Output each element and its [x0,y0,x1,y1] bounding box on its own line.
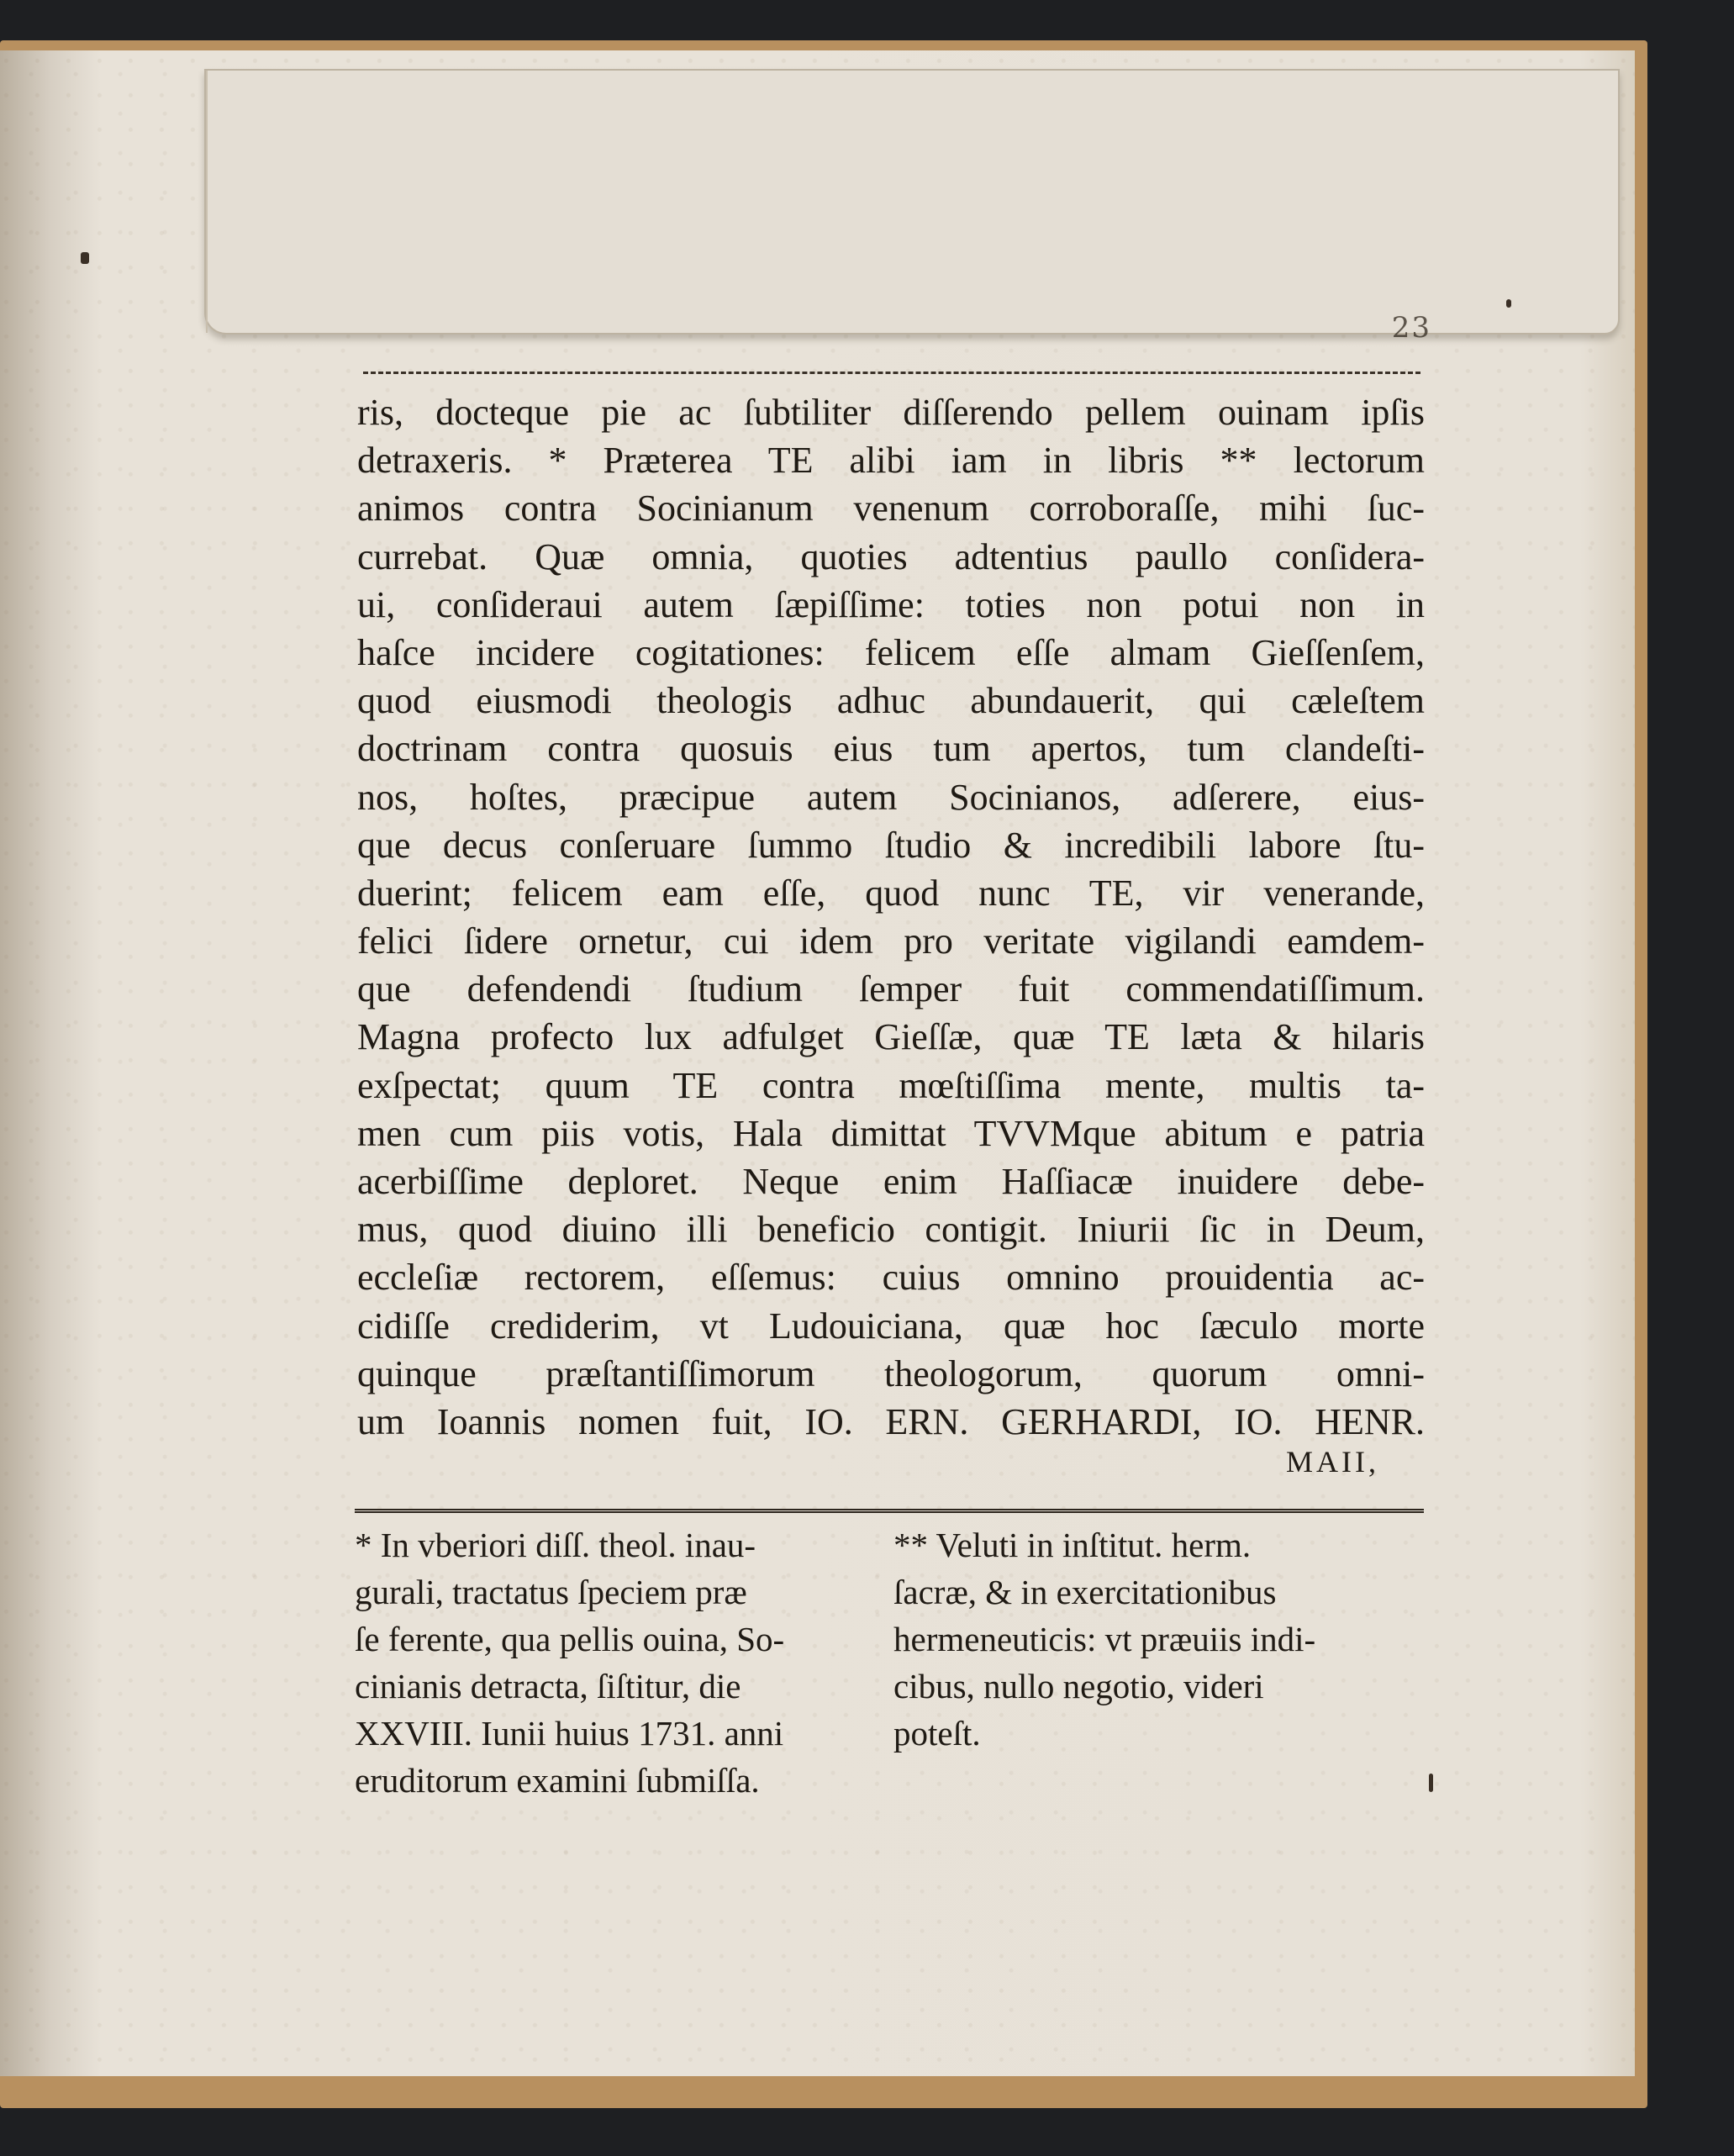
text-line: que defendendi ſtudium ſemper fuit commendatiſſimum. [357,968,1425,1010]
paper-slip-edge [206,71,1620,333]
text-line: animos contra Socinianum venenum corroboraſſe, mihi ſuc- [357,488,1425,530]
text-line: doctrinam contra quosuis eius tum apertos, tum clandeſti- [357,728,1425,770]
footnote-line: cinianis detracta, ſiſtitur, die [355,1667,741,1705]
paper-speck [1506,299,1511,308]
paper-speck [1429,1774,1433,1792]
text-line: Magna profecto lux adfulget Gieſſæ, quæ TE læta & hilaris [357,1016,1425,1058]
text-line: acerbiſſime deploret. Neque enim Haſſiacæ inuidere debe- [357,1161,1425,1202]
footnote-rule [355,1509,1424,1513]
main-text-block [357,388,1425,1446]
header-rule [363,372,1420,374]
text-line: ui, conſideraui autem ſæpiſſime: toties non potui non in [357,583,1425,625]
text-line: nos, hoſtes, præcipue autem Socinianos, adſerere, eius- [357,776,1425,818]
paper-speck [81,252,89,264]
footnote-right [893,1521,1421,1757]
text-line: men cum piis votis, Hala dimittat TVVMque abitum e patria [357,1112,1425,1154]
footnote-line: ** Veluti in inſtitut. herm. [893,1526,1252,1564]
footnote-line: XXVIII. Iunii huius 1731. anni [355,1714,784,1753]
text-line: quinque præſtantiſſimorum theologorum, quorum omni- [357,1352,1425,1394]
text-line: ris, docteque pie ac ſubtiliter diſſerendo pellem ouinam ipſis [357,392,1425,433]
footnote-line: ſe ferente, qua pellis ouina, So- [355,1620,785,1658]
text-line: cidiſſe crediderim, vt Ludouiciana, quæ hoc ſæculo morte [357,1305,1425,1347]
text-line: detraxeris. * Præterea TE alibi iam in libris ** lectorum [357,440,1425,482]
text-line: que decus conſeruare ſummo ſtudio & incredibili labore ſtu- [357,824,1425,866]
text-line: um Ioannis nomen fuit, IO. ERN. GERHARDI, IO. HENR. [357,1400,1425,1442]
footnote-line: ſacræ, & in exercitationibus [893,1573,1277,1611]
text-line: felici ſidere ornetur, cui idem pro veritate vigilandi eamdem- [357,920,1425,962]
catchword: MAII, [1286,1445,1379,1479]
text-line: duerint; felicem eam eſſe, quod nunc TE, vir venerande, [357,872,1425,914]
footnote-line: eruditorum examini ſubmiſſa. [355,1761,760,1800]
footnote-left [355,1521,872,1804]
text-line: exſpectat; quum TE contra mœſtiſſima mente, multis ta- [357,1064,1425,1106]
footnote-line: cibus, nullo negotio, videri [893,1667,1264,1705]
text-line: quod eiusmodi theologis adhuc abundauerit, qui cæleſtem [357,680,1425,722]
gutter-shadow [0,50,101,2076]
text-line: currebat. Quæ omnia, quoties adtentius paullo conſidera- [357,535,1425,577]
footnote-line: gurali, tractatus ſpeciem præ [355,1573,747,1611]
text-line: mus, quod diuino illi beneficio contigit. Iniurii ſic in Deum, [357,1209,1425,1251]
footnote-line: * In vberiori diſſ. theol. inau- [355,1526,756,1564]
footnote-line: poteſt. [893,1714,981,1753]
text-line: haſce incidere cogitationes: felicem eſſe almam Gieſſenſem, [357,631,1425,673]
footnote-line: hermeneuticis: vt præuiis indi- [893,1620,1316,1658]
page-number: 23 [1391,311,1431,345]
pasted-paper-slip [204,69,1620,335]
text-line: eccleſiæ rectorem, eſſemus: cuius omnino prouidentia ac- [357,1257,1425,1299]
